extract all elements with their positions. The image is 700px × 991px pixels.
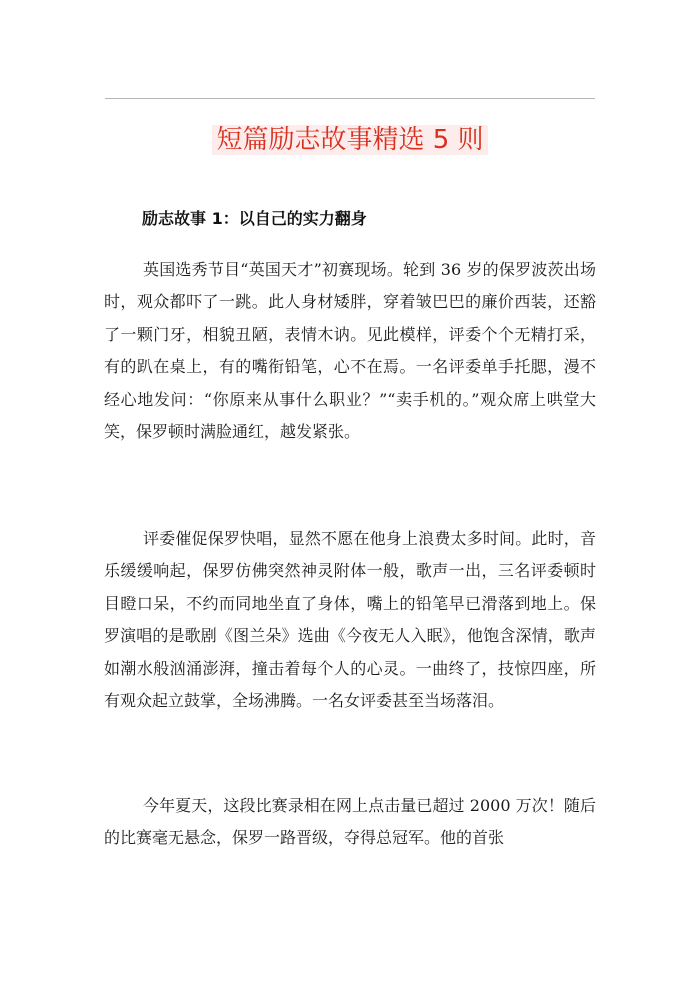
document-title-wrap bbox=[0, 120, 700, 160]
document-title: 短篇励志故事精选 5 则 bbox=[212, 125, 487, 155]
story-heading: 励志故事 1：以自己的实力翻身 bbox=[142, 209, 367, 228]
story-paragraph-2: 评委催促保罗快唱，显然不愿在他身上浪费太多时间。此时，音乐缓缓响起，保罗仿佛突然神灵附体一般，歌声一出，三名评委顿时目瞪口呆，不约而同地坐直了身体，嘴上的铅笔早已滑落到地上。保罗演唱的是歌剧《图兰朵》选曲《今夜无人入眠》，他饱含深情，歌声如潮水般汹涌澎湃，撞击着每个人的心灵。一曲终了，技惊四座，所有观众起立鼓掌，全场沸腾。一名女评委甚至当场落泪。 bbox=[104, 529, 596, 711]
header-divider bbox=[105, 98, 595, 99]
story-paragraph-1: 英国选秀节目“英国天才”初赛现场。轮到 36 岁的保罗波茨出场时，观众都吓了一跳。此人身材矮胖，穿着皱巴巴的廉价西装，还豁了一颗门牙，相貌丑陋，表情木讷。见此模样，评委个个无精打采，有的趴在桌上，有的嘴衔铅笔，心不在焉。一名评委单手托腮，漫不经心地发问：“你原来从事什么职业？”“卖手机的。”观众席上哄堂大笑，保罗顿时满脸通红，越发紧张。 bbox=[104, 260, 596, 442]
story-paragraph-3: 今年夏天，这段比赛录相在网上点击量已超过 2000 万次！随后的比赛毫无悬念，保罗一路晋级，夺得总冠军。他的首张 bbox=[104, 796, 596, 848]
